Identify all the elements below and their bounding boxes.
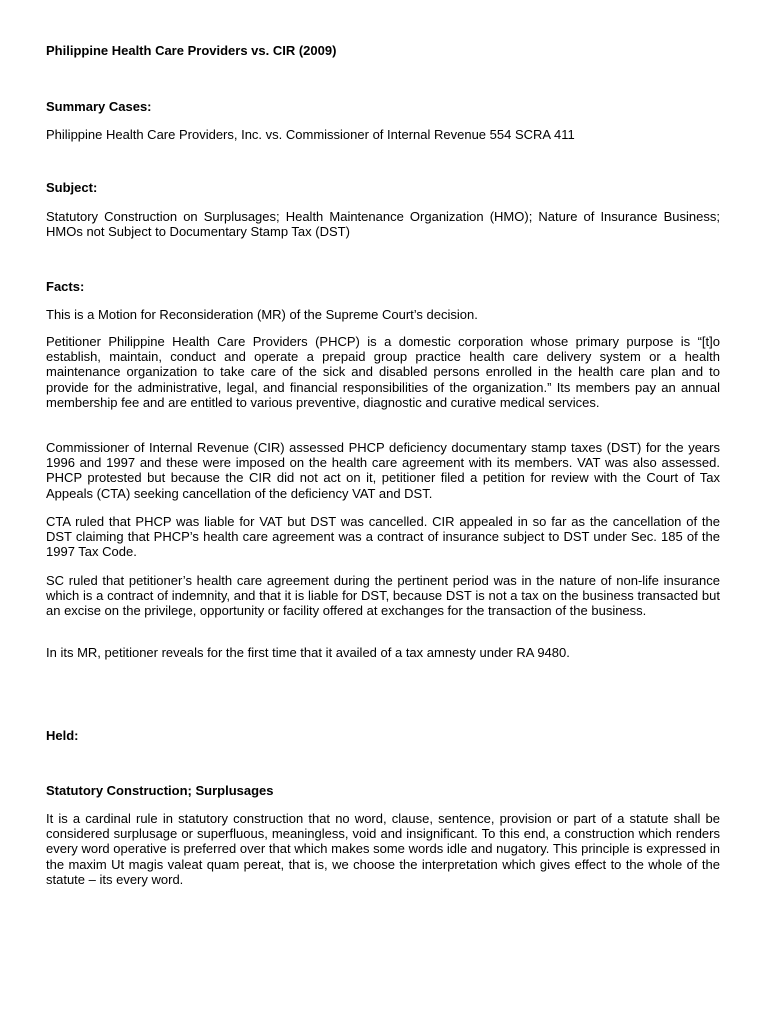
section-text-surplusages: It is a cardinal rule in statutory construction that no word, clause, sentence, provision or part of a statute shall be considered surplusage or superfluous, meaningless, void and insignificant. To this end, a construction which renders every word operative is preferred over that which makes some words idle and nugatory. This principle is expressed in the maxim Ut magis valeat quam pereat, that is, we choose the interpretation which gives effect to the whole of the statute – its every word. — [46, 811, 720, 887]
summary-cases-heading: Summary Cases: — [46, 99, 152, 114]
held-heading: Held: — [46, 728, 79, 743]
facts-paragraph-5: SC ruled that petitioner’s health care agreement during the pertinent period was in the nature of non-life insurance which is a contract of indemnity, and that it is liable for DST, because DST is not a tax on the business transacted but an excise on the privilege, opportunity or facility offered at exchanges for the transaction of the business. — [46, 573, 720, 619]
summary-cases-text: Philippine Health Care Providers, Inc. vs. Commissioner of Internal Revenue 554 SCRA 411 — [46, 127, 575, 142]
subject-heading: Subject: — [46, 180, 98, 195]
facts-heading: Facts: — [46, 279, 85, 294]
facts-paragraph-1: This is a Motion for Reconsideration (MR) of the Supreme Court’s decision. — [46, 307, 478, 322]
facts-paragraph-4: CTA ruled that PHCP was liable for VAT but DST was cancelled. CIR appealed in so far as the cancellation of the DST claiming that PHCP’s health care agreement was a contract of insurance subject to DST under Sec. 185 of the 1997 Tax Code. — [46, 514, 720, 560]
document-title: Philippine Health Care Providers vs. CIR (2009) — [46, 43, 337, 58]
section-heading-surplusages: Statutory Construction; Surplusages — [46, 783, 274, 798]
facts-paragraph-2: Petitioner Philippine Health Care Providers (PHCP) is a domestic corporation whose primary purpose is “[t]o establish, maintain, conduct and operate a prepaid group practice health care delivery system or a health maintenance organization to take care of the sick and disabled persons enrolled in the health care plan and to provide for the administrative, legal, and financial responsibilities of the organization.” Its members pay an annual membership fee and are entitled to various preventive, diagnostic and curative medical services. — [46, 334, 720, 410]
facts-paragraph-6: In its MR, petitioner reveals for the first time that it availed of a tax amnesty under RA 9480. — [46, 645, 570, 660]
facts-paragraph-3: Commissioner of Internal Revenue (CIR) assessed PHCP deficiency documentary stamp taxes (DST) for the years 1996 and 1997 and these were imposed on the health care agreement with its members. VAT was also assessed. PHCP protested but because the CIR did not act on it, petitioner filed a petition for review with the Court of Tax Appeals (CTA) seeking cancellation of the deficiency VAT and DST. — [46, 440, 720, 501]
subject-text: Statutory Construction on Surplusages; Health Maintenance Organization (HMO); Nature of Insurance Business; HMOs not Subject to Documentary Stamp Tax (DST) — [46, 209, 720, 240]
